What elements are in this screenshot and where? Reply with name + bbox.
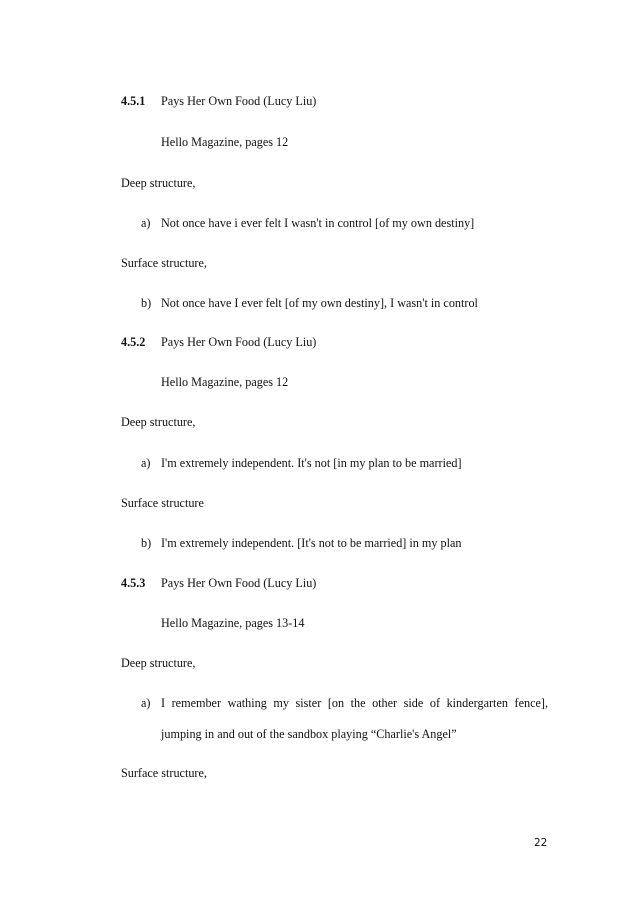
example-sentence-continuation: jumping in and out of the sandbox playing “Charlie's Angel” — [161, 727, 457, 741]
surface-structure-label: Surface structure, — [121, 766, 207, 780]
example-sentence: I'm extremely independent. [It's not to be married] in my plan — [161, 536, 462, 550]
source-citation: Hello Magazine, pages 12 — [161, 135, 289, 149]
section-title: Pays Her Own Food (Lucy Liu) — [161, 335, 317, 349]
example-marker: a) — [141, 216, 151, 230]
section-number: 4.5.2 — [121, 335, 146, 349]
section-number: 4.5.1 — [121, 94, 146, 108]
section-heading — [121, 94, 316, 108]
section-heading — [121, 335, 316, 349]
source-citation: Hello Magazine, pages 12 — [161, 375, 289, 389]
section-title: Pays Her Own Food (Lucy Liu) — [161, 94, 317, 108]
section-heading — [121, 576, 316, 590]
example-sentence: Not once have i ever felt I wasn't in control [of my own destiny] — [161, 216, 475, 230]
example-sentence: Not once have I ever felt [of my own destiny], I wasn't in control — [161, 296, 478, 310]
example-marker: b) — [141, 536, 152, 550]
page-number: 22 — [534, 837, 548, 849]
deep-structure-label: Deep structure, — [121, 656, 196, 670]
example-marker: a) — [141, 696, 151, 710]
surface-structure-label: Surface structure, — [121, 256, 207, 270]
example-marker: b) — [141, 296, 152, 310]
section-number: 4.5.3 — [121, 576, 146, 590]
deep-structure-label: Deep structure, — [121, 415, 196, 429]
example-sentence: I remember wathing my sister [on the other side of kindergarten fence], — [161, 696, 548, 710]
example-marker: a) — [141, 456, 151, 470]
section-title: Pays Her Own Food (Lucy Liu) — [161, 576, 317, 590]
example-sentence: I'm extremely independent. It's not [in my plan to be married] — [161, 456, 462, 470]
deep-structure-label: Deep structure, — [121, 176, 196, 190]
surface-structure-label: Surface structure — [121, 496, 204, 510]
source-citation: Hello Magazine, pages 13-14 — [161, 616, 305, 630]
